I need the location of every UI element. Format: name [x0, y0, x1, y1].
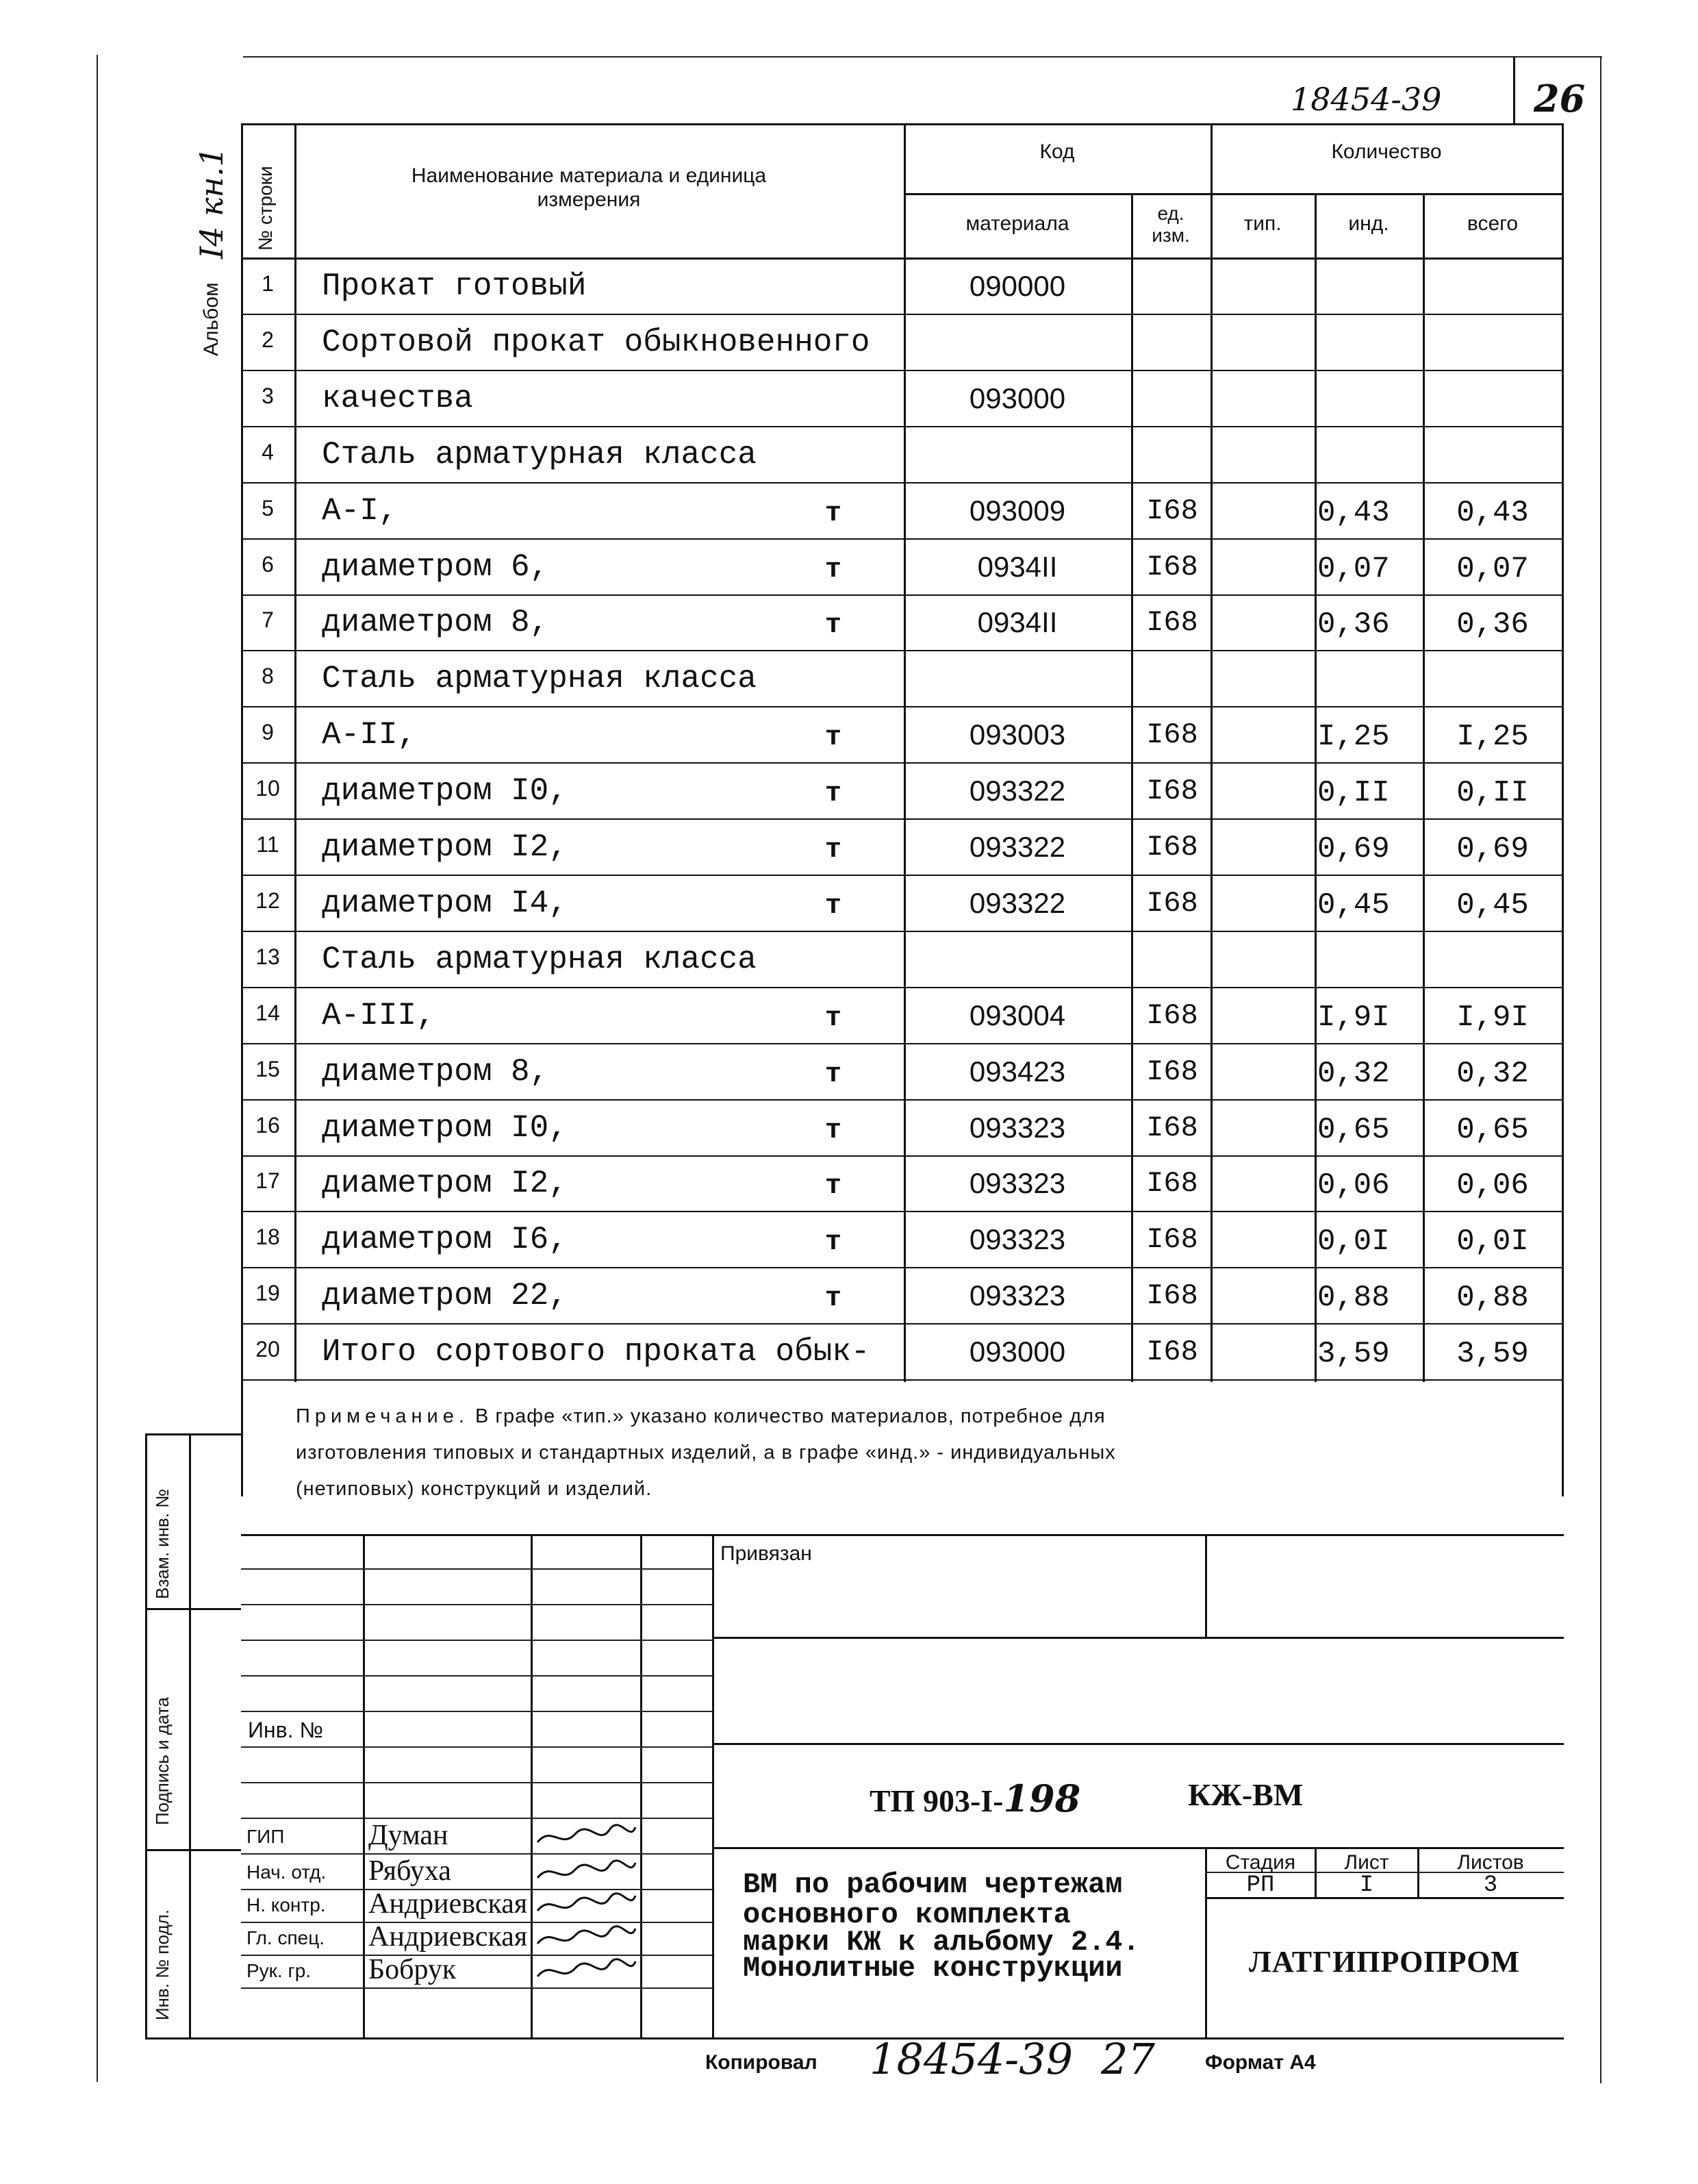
- material-unit: т: [825, 1059, 842, 1090]
- material-name: Сталь арматурная класса: [322, 942, 757, 977]
- footer-format: Формат А4: [1205, 2051, 1316, 2074]
- unit-code: I68: [1146, 775, 1198, 807]
- material-name: диаметром I6,: [322, 1222, 568, 1257]
- material-code: 093323: [969, 1167, 1066, 1199]
- table-top-border: [241, 123, 1564, 125]
- row-separator: [241, 538, 1564, 540]
- header-code-unit: ед. изм.: [1152, 203, 1190, 247]
- header-mid-border: [904, 193, 1562, 195]
- unit-code: I68: [1146, 718, 1198, 751]
- material-unit: т: [825, 555, 842, 586]
- qty-total: 3,59: [1456, 1337, 1529, 1371]
- material-name: диаметром I0,: [322, 773, 568, 809]
- material-name: диаметром 22,: [322, 1278, 568, 1314]
- col-sep-code: [1131, 193, 1133, 1382]
- doc-title-3: марки КЖ к альбому 2.4.: [743, 1926, 1140, 1959]
- material-name: Итого сортового проката обык-: [322, 1334, 870, 1370]
- material-name: А-II,: [322, 717, 417, 753]
- material-unit: т: [825, 835, 842, 866]
- album-label: Альбом: [200, 282, 223, 356]
- header-row-no: № строки: [255, 166, 276, 251]
- stamp-inv-podl: Инв. № подл.: [152, 1909, 173, 2020]
- sig-col-3: [640, 1534, 642, 2037]
- row-separator: [241, 875, 1564, 876]
- stamp-top: [145, 1433, 241, 1435]
- sig-row-3: [241, 1640, 712, 1641]
- designation-hand: 198: [1003, 1777, 1081, 1820]
- qty-ind: 0,36: [1317, 607, 1390, 642]
- unit-code: I68: [1146, 1055, 1198, 1088]
- sheet-value: I: [1359, 1872, 1374, 1898]
- qty-ind: 0,69: [1317, 832, 1390, 866]
- header-quantity: Количество: [1331, 140, 1442, 163]
- footer-copy-number: 18454-39: [870, 2034, 1074, 2084]
- sheets-value: 3: [1483, 1872, 1498, 1898]
- stamp-sep-1: [145, 1608, 241, 1610]
- sig-col-2: [531, 1534, 533, 2037]
- doc-title-2: основного комплекта: [743, 1898, 1071, 1931]
- qty-total: 0,65: [1456, 1113, 1529, 1147]
- material-name: А-I,: [322, 493, 398, 529]
- material-code: 093322: [969, 831, 1066, 863]
- row-number: 15: [255, 1057, 280, 1081]
- row-separator: [241, 314, 1564, 315]
- note-title: Примечание.: [296, 1405, 469, 1427]
- qty-ind: 0,II: [1317, 776, 1390, 810]
- row-number: 13: [255, 944, 280, 969]
- header-q-typ: тип.: [1243, 212, 1282, 235]
- material-unit: т: [825, 779, 842, 809]
- material-code: 0934II: [977, 551, 1058, 583]
- qty-ind: 0,32: [1317, 1057, 1390, 1091]
- sig-row-7: [241, 1782, 712, 1783]
- row-number: 9: [262, 720, 274, 744]
- doc-title-4: Монолитные конструкции: [743, 1952, 1123, 1985]
- stamp-mid: [189, 1433, 191, 2039]
- material-code: 093323: [969, 1223, 1066, 1255]
- signature-name: Рябуха: [368, 1855, 451, 1887]
- privyazan-sep: [1205, 1534, 1207, 1638]
- material-code: 093000: [969, 382, 1066, 414]
- stamp-vzam: Взам. инв. №: [152, 1488, 173, 1599]
- sig-col-1: [363, 1534, 365, 2037]
- qty-ind: 0,0I: [1317, 1225, 1390, 1259]
- unit-code: I68: [1146, 606, 1198, 639]
- material-name: диаметром 6,: [322, 549, 549, 585]
- material-unit: т: [825, 1003, 842, 1034]
- unit-code: I68: [1146, 1223, 1198, 1256]
- material-name: Прокат готовый: [322, 268, 587, 304]
- handwritten-signature: [534, 1890, 637, 1920]
- row-number: 14: [255, 1001, 280, 1025]
- row-separator: [241, 594, 1564, 596]
- row-separator: [241, 1155, 1564, 1157]
- row-number: 11: [256, 832, 279, 857]
- sig-row-1: [241, 1568, 712, 1570]
- frame-left-edge: [97, 55, 98, 2082]
- note-line-3: (нетиповых) конструкций и изделий.: [296, 1478, 652, 1500]
- material-unit: т: [825, 1171, 842, 1202]
- signature-name: Бобрук: [368, 1954, 457, 1985]
- signature-role: Гл. спец.: [246, 1927, 325, 1948]
- unit-code: I68: [1146, 494, 1198, 527]
- handwritten-signature: [534, 1822, 637, 1852]
- qty-total: 0,07: [1456, 552, 1529, 586]
- material-code: 093323: [969, 1279, 1066, 1311]
- material-name: диаметром I2,: [322, 1166, 568, 1201]
- doc-title-1: ВМ по рабочим чертежам: [743, 1868, 1123, 1901]
- row-number: 16: [255, 1113, 280, 1138]
- designation-bottom: [712, 1847, 1564, 1849]
- row-separator: [241, 762, 1564, 764]
- frame-top-edge: [243, 56, 1602, 58]
- qty-total: 0,88: [1456, 1281, 1529, 1315]
- sig-row-13: [241, 1987, 712, 1989]
- row-number: 6: [262, 552, 274, 577]
- footer-copy-sheet: 27: [1101, 2034, 1155, 2084]
- qty-total: 0,II: [1456, 776, 1529, 810]
- note-line-1: [296, 1405, 1106, 1428]
- signature-role: Рук. гр.: [246, 1960, 312, 1981]
- material-code: 093003: [969, 718, 1066, 751]
- material-unit: т: [825, 1283, 842, 1314]
- unit-code: I68: [1146, 999, 1198, 1032]
- top-sheet-number: 26: [1534, 77, 1586, 121]
- sig-row-6: [241, 1746, 712, 1748]
- col-sep-ed: [1211, 123, 1213, 1382]
- row-number: 2: [262, 327, 274, 352]
- row-number: 7: [262, 607, 274, 632]
- header-bottom-border: [241, 258, 1564, 260]
- qty-ind: 0,65: [1317, 1113, 1390, 1147]
- material-unit: т: [825, 891, 842, 922]
- sheet-label: Лист: [1344, 1851, 1389, 1874]
- row-number: 10: [255, 776, 280, 801]
- designation-mark: КЖ-ВМ: [1188, 1777, 1304, 1812]
- col-sep-num: [294, 123, 296, 1382]
- designation-text: ТП 903-I-: [870, 1783, 1004, 1818]
- material-name: Сталь арматурная класса: [322, 661, 757, 696]
- note-text-1: В графе «тип.» указано количество материалов, потребное для: [474, 1405, 1106, 1427]
- sig-row-5: [241, 1711, 712, 1712]
- signature-name: Думан: [368, 1820, 448, 1851]
- qty-total: 0,36: [1456, 607, 1529, 642]
- row-number: 8: [262, 664, 274, 688]
- unit-code: I68: [1146, 1167, 1198, 1200]
- row-separator: [241, 1379, 1564, 1381]
- qty-total: 0,06: [1456, 1168, 1529, 1203]
- footer-copied: Копировал: [705, 2051, 818, 2074]
- handwritten-signature: [534, 1857, 637, 1887]
- handwritten-signature: [534, 1923, 637, 1953]
- header-q-ind: инд.: [1348, 212, 1389, 235]
- unit-code: I68: [1146, 831, 1198, 864]
- row-separator: [241, 1211, 1564, 1212]
- sig-col-4: [712, 1534, 714, 2037]
- material-code: 093004: [969, 999, 1066, 1031]
- header-code-material: материала: [965, 212, 1069, 235]
- frame-right-edge: [1600, 56, 1601, 2083]
- sheets-label: Листов: [1457, 1851, 1524, 1874]
- designation-top: [712, 1743, 1564, 1745]
- row-number: 4: [262, 440, 274, 464]
- row-separator: [241, 482, 1564, 484]
- qty-total: I,25: [1456, 720, 1529, 754]
- header-q-total: всего: [1467, 212, 1519, 235]
- row-separator: [241, 1323, 1564, 1325]
- sig-row-8: [241, 1818, 712, 1819]
- signature-name: Андриевская: [368, 1888, 528, 1920]
- unit-code: I68: [1146, 551, 1198, 583]
- row-number: 12: [255, 888, 280, 913]
- qty-ind: 0,07: [1317, 552, 1390, 586]
- material-unit: т: [825, 723, 842, 753]
- material-code: 093322: [969, 775, 1066, 807]
- inv-no-label: Инв. №: [248, 1718, 323, 1742]
- signature-role: Нач. отд.: [246, 1861, 327, 1883]
- col-sep-typ: [1315, 193, 1317, 1382]
- title-block-bottom: [145, 2037, 1564, 2039]
- row-number: 3: [262, 384, 274, 408]
- material-unit: т: [825, 499, 842, 529]
- sig-row-9: [241, 1853, 712, 1855]
- qty-ind: 0,45: [1317, 888, 1390, 922]
- material-code: 090000: [969, 270, 1066, 302]
- material-code: 093323: [969, 1112, 1066, 1144]
- sig-row-12: [241, 1955, 712, 1956]
- row-separator: [241, 987, 1564, 988]
- signature-role: Н. контр.: [246, 1894, 326, 1916]
- row-separator: [241, 370, 1564, 371]
- material-name: диаметром 8,: [322, 605, 549, 640]
- row-separator: [241, 1267, 1564, 1268]
- row-number: 5: [262, 496, 274, 520]
- album-value: I4 кн.1: [193, 147, 230, 259]
- qty-ind: 0,43: [1317, 496, 1390, 530]
- qty-total: 0,45: [1456, 888, 1529, 922]
- material-name: диаметром I4,: [322, 886, 568, 921]
- row-separator: [241, 650, 1564, 651]
- stamp-left: [145, 1433, 147, 2039]
- material-name: А-III,: [322, 998, 435, 1033]
- row-number: 20: [255, 1337, 280, 1361]
- header-name: Наименование материала и единица измерения: [411, 164, 767, 211]
- designation: [870, 1777, 1080, 1820]
- qty-ind: 0,88: [1317, 1281, 1390, 1315]
- unit-code: I68: [1146, 1279, 1198, 1312]
- material-unit: т: [825, 1227, 842, 1258]
- signature-name: Андриевская: [368, 1921, 528, 1953]
- material-name: диаметром 8,: [322, 1054, 549, 1090]
- qty-ind: I,9I: [1317, 1001, 1390, 1035]
- qty-ind: I,25: [1317, 720, 1390, 754]
- qty-total: 0,69: [1456, 832, 1529, 866]
- stamp-sep-2: [145, 1849, 241, 1851]
- material-name: Сортовой прокат обыкновенного: [322, 325, 870, 360]
- material-code: 0934II: [977, 606, 1058, 638]
- row-separator: [241, 426, 1564, 427]
- row-separator: [241, 931, 1564, 932]
- signature-role: ГИП: [246, 1826, 285, 1847]
- stage-value: РП: [1246, 1872, 1275, 1898]
- unit-code: I68: [1146, 1112, 1198, 1144]
- top-doc-number: 18454-39: [1291, 81, 1442, 118]
- material-code: 093423: [969, 1055, 1066, 1088]
- row-number: 17: [255, 1168, 280, 1193]
- qty-total: 0,0I: [1456, 1225, 1529, 1259]
- material-code: 093000: [969, 1335, 1066, 1368]
- privyazan-bottom: [712, 1637, 1564, 1639]
- row-separator: [241, 706, 1564, 707]
- material-name: диаметром I2,: [322, 829, 568, 865]
- sheet-number-box-left: [1513, 56, 1515, 125]
- stamp-podpis: Подпись и дата: [152, 1696, 173, 1825]
- row-number: 18: [255, 1225, 280, 1249]
- qty-total: 0,43: [1456, 496, 1529, 530]
- qty-ind: 3,59: [1317, 1337, 1390, 1371]
- qty-ind: 0,06: [1317, 1168, 1390, 1203]
- privyazan-label: Привязан: [720, 1542, 812, 1565]
- row-separator: [241, 1099, 1564, 1101]
- unit-code: I68: [1146, 887, 1198, 920]
- header-code: Код: [1039, 140, 1075, 163]
- material-unit: т: [825, 610, 842, 641]
- material-name: диаметром I0,: [322, 1110, 568, 1146]
- qty-total: I,9I: [1456, 1001, 1529, 1035]
- row-separator: [241, 1043, 1564, 1044]
- material-code: 093322: [969, 887, 1066, 919]
- row-number: 1: [262, 271, 274, 296]
- stage-label: Стадия: [1225, 1851, 1296, 1874]
- material-name: Сталь арматурная класса: [322, 437, 757, 473]
- row-separator: [241, 818, 1564, 820]
- material-name: качества: [322, 381, 473, 416]
- handwritten-signature: [534, 1956, 637, 1986]
- note-line-2: изготовления типовых и стандартных изделий, а в графе «инд.» - индивидуальных: [296, 1442, 1116, 1464]
- row-number: 19: [255, 1281, 280, 1305]
- sig-row-4: [241, 1675, 712, 1677]
- unit-code: I68: [1146, 1335, 1198, 1368]
- qty-total: 0,32: [1456, 1057, 1529, 1091]
- sig-row-2: [241, 1604, 712, 1605]
- material-code: 093009: [969, 494, 1066, 527]
- organization: ЛАТГИПРОПРОМ: [1249, 1945, 1520, 1979]
- material-unit: т: [825, 1116, 842, 1146]
